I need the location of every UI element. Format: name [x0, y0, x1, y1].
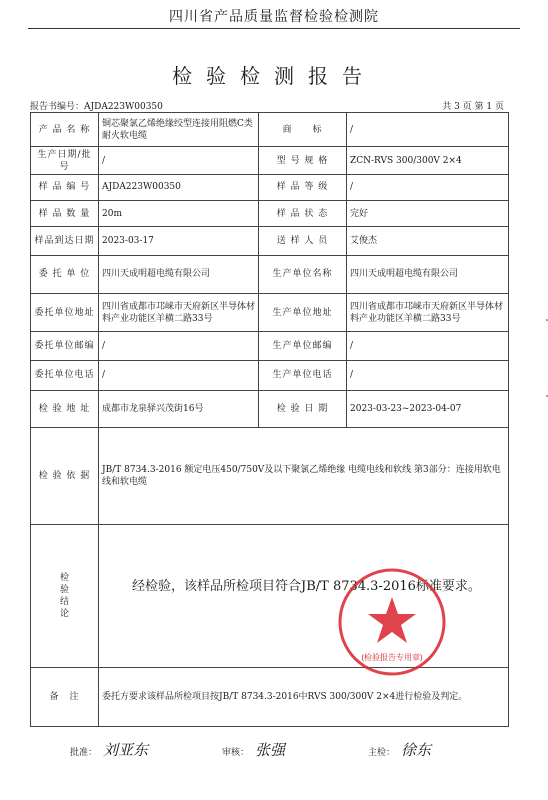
- conclusion-label-char: 检: [59, 572, 69, 583]
- table-row: [31, 227, 509, 255]
- table-row: [31, 332, 509, 360]
- conclusion-text: 经检验，该样品所检项目符合JB/T 8734.3-2016标准要求。: [132, 579, 481, 595]
- remark-value: 委托方要求该样品所检项目按JB/T 8734.3-2016中RVS 300/300V 2×4进行检验及判定。: [99, 668, 509, 727]
- grade-label: 样 品 等 级: [259, 174, 347, 200]
- main-inspector-signature: [368, 739, 431, 760]
- qty-label: 样 品 数 量: [31, 200, 99, 226]
- maker-addr-label: 生产单位地址: [259, 294, 347, 332]
- qty-value: 20m: [99, 200, 259, 226]
- table-row: [31, 294, 509, 332]
- main-inspector-label: 主检：: [368, 748, 396, 758]
- client-addr-label: 委托单位地址: [31, 294, 99, 332]
- maker-tel-value: /: [347, 360, 509, 390]
- trademark-label: 商 标: [259, 113, 347, 147]
- approver-name: 刘亚东: [103, 741, 149, 759]
- table-row: [31, 360, 509, 390]
- client-tel-label: 委托单位电话: [31, 360, 99, 390]
- maker-value: 四川天成明超电缆有限公司: [347, 255, 509, 293]
- table-row: [31, 174, 509, 200]
- conclusion-label-char: 验: [59, 584, 69, 595]
- sender-label: 送 样 人 员: [259, 227, 347, 255]
- grade-value: /: [347, 174, 509, 200]
- reviewer-name: 张强: [255, 741, 286, 759]
- table-row: [31, 147, 509, 174]
- client-label: 委 托 单 位: [31, 255, 99, 293]
- main-inspector-name: 徐东: [401, 741, 432, 759]
- conclusion-label-char: 论: [59, 608, 69, 619]
- client-tel-value: /: [99, 360, 259, 390]
- test-date-value: 2023-03-23~2023-04-07: [347, 391, 509, 427]
- table-row: [31, 200, 509, 226]
- test-date-label: 检 验 日 期: [259, 391, 347, 427]
- sender-value: 艾俊杰: [347, 227, 509, 255]
- side-seal: [516, 318, 548, 398]
- model-label: 型 号 规 格: [259, 147, 347, 174]
- table-row: [31, 427, 509, 524]
- client-addr-value: 四川省成都市邛崃市天府新区半导体材料产业功能区羊横二路33号: [99, 294, 259, 332]
- test-addr-value: 成都市龙泉驿兴茂街16号: [99, 391, 259, 427]
- state-value: 完好: [347, 200, 509, 226]
- sample-no-value: AJDA223W00350: [99, 174, 259, 200]
- maker-post-label: 生产单位邮编: [259, 332, 347, 360]
- prod-date-value: /: [99, 147, 259, 174]
- model-value: ZCN-RVS 300/300V 2×4: [347, 147, 509, 174]
- institute-name: 四川省产品质量监督检验检测院: [169, 9, 379, 25]
- client-post-label: 委托单位邮编: [31, 332, 99, 360]
- approver-signature: [70, 739, 148, 760]
- product-name-label: 产 品 名 称: [31, 113, 99, 147]
- basis-value: JB/T 8734.3-2016 额定电压450/750V及以下聚氯乙烯绝缘 电缆电线和软线 第3部分：连接用软电线和软电缆: [99, 427, 509, 524]
- arrive-value: 2023-03-17: [99, 227, 259, 255]
- conclusion-label-char: 结: [59, 596, 69, 607]
- sample-no-label: 样 品 编 号: [31, 174, 99, 200]
- arrive-label: 样品到达日期: [31, 227, 99, 255]
- basis-label: 检 验 依 据: [31, 427, 99, 524]
- prod-date-label: 生产日期/批号: [31, 147, 99, 174]
- product-name-value: 铜芯聚氯乙烯绝缘绞型连接用阻燃C类耐火软电缆: [99, 113, 259, 147]
- remark-label: 备 注: [31, 668, 99, 727]
- report-title: 检验检测报告: [172, 64, 376, 88]
- reviewer-label: 审核：: [222, 748, 250, 758]
- report-number: 报告书编号：AJDA223W00350: [30, 102, 163, 112]
- reviewer-signature: [222, 739, 285, 760]
- seal-issue-text: (检验报告专用章): [361, 653, 423, 662]
- client-value: 四川天成明超电缆有限公司: [99, 255, 259, 293]
- header-divider: [28, 28, 520, 29]
- trademark-value: /: [347, 113, 509, 147]
- maker-label: 生产单位名称: [259, 255, 347, 293]
- state-label: 样 品 状 态: [259, 200, 347, 226]
- client-post-value: /: [99, 332, 259, 360]
- conclusion-label: [31, 524, 99, 668]
- test-addr-label: 检 验 地 址: [31, 391, 99, 427]
- page-count: 共 3 页 第 1 页: [442, 102, 504, 112]
- table-row: [31, 255, 509, 293]
- maker-post-value: /: [347, 332, 509, 360]
- maker-addr-value: 四川省成都市邛崃市天府新区半导体材料产业功能区羊横二路33号: [347, 294, 509, 332]
- maker-tel-label: 生产单位电话: [259, 360, 347, 390]
- official-seal: [337, 567, 447, 677]
- approver-label: 批准：: [70, 748, 98, 758]
- table-row: [31, 113, 509, 147]
- table-row: [31, 391, 509, 427]
- conclusion-cell: [99, 524, 509, 668]
